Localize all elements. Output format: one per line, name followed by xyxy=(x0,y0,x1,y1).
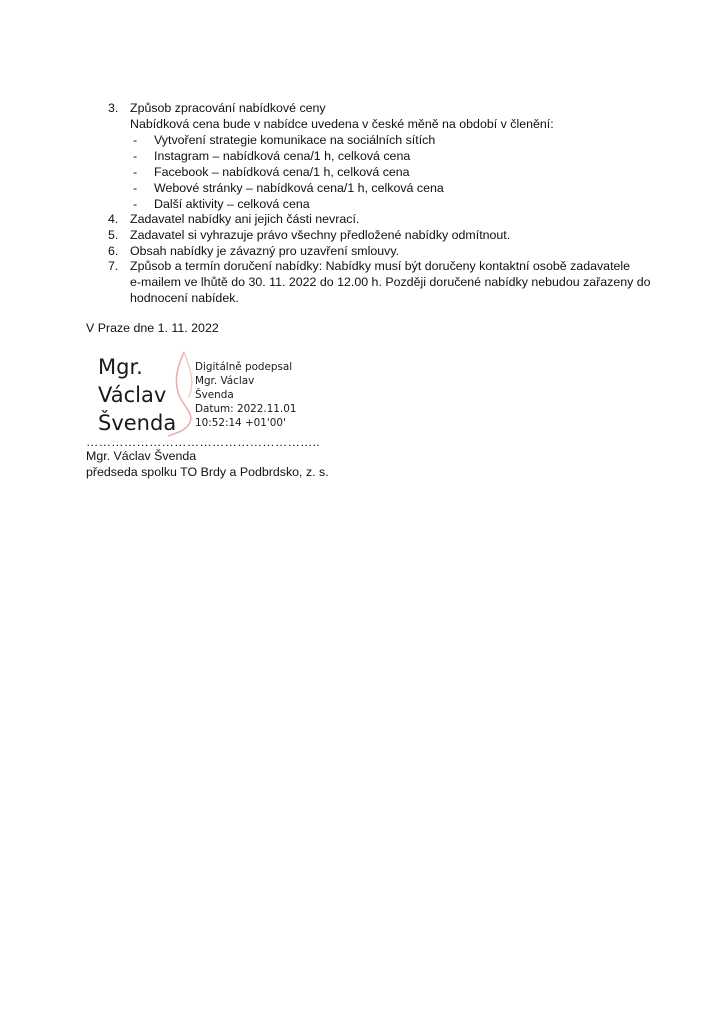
place-date: V Praze dne 1. 11. 2022 xyxy=(86,321,219,335)
section-heading: Způsob zpracování nabídkové ceny xyxy=(130,101,326,115)
bullet-item: Vytvoření strategie komunikace na sociálních sítích xyxy=(154,133,436,147)
signature-dotted-line: ……………………………………………….. xyxy=(86,435,320,449)
bullet-item: Webové stránky – nabídková cena/1 h, celková cena xyxy=(154,181,444,195)
signature-info-line: Mgr. Václav xyxy=(195,375,255,387)
bullet-marker: - xyxy=(133,165,138,179)
bullet-item: Facebook – nabídková cena/1 h, celková cena xyxy=(154,165,410,179)
bullet-marker: - xyxy=(133,149,138,163)
bullet-marker: - xyxy=(133,133,138,147)
list-number: 4. xyxy=(108,212,119,226)
list-number: 7. xyxy=(108,259,119,273)
list-number: 3. xyxy=(108,101,119,115)
signature-name-line: Švenda xyxy=(98,411,177,435)
bullet-item: Instagram – nabídková cena/1 h, celková cena xyxy=(154,149,411,163)
section-intro: Nabídková cena bude v nabídce uvedena v české měně na období v členění: xyxy=(130,117,554,131)
signer-name: Mgr. Václav Švenda xyxy=(86,449,197,463)
bullet-marker: - xyxy=(133,197,138,211)
signature-info-line: Digitálně podepsal xyxy=(195,361,293,373)
list-number: 6. xyxy=(108,244,119,258)
bullet-item: Další aktivity – celková cena xyxy=(154,197,310,211)
list-item-text: Zadavatel nabídky ani jejich části nevrací. xyxy=(130,212,360,226)
list-item-text: e-mailem ve lhůtě do 30. 11. 2022 do 12.00 h. Později doručené nabídky nebudou zařazeny do xyxy=(130,275,651,289)
list-item-text: Zadavatel si vyhrazuje právo všechny předložené nabídky odmítnout. xyxy=(130,228,511,242)
signature-info-line: Datum: 2022.11.01 xyxy=(195,403,297,415)
list-number: 5. xyxy=(108,228,119,242)
signature-info-line: Švenda xyxy=(195,389,234,401)
list-item-text: hodnocení nabídek. xyxy=(130,291,239,305)
signature-name-line: Václav xyxy=(98,383,167,407)
signature-info-line: 10:52:14 +01'00' xyxy=(195,417,286,429)
bullet-marker: - xyxy=(133,181,138,195)
signature-name-line: Mgr. xyxy=(98,355,143,379)
list-item-text: Obsah nabídky je závazný pro uzavření smlouvy. xyxy=(130,244,400,258)
signer-role: předseda spolku TO Brdy a Podbrdsko, z. s. xyxy=(86,465,329,479)
list-item-text: Způsob a termín doručení nabídky: Nabídky musí být doručeny kontaktní osobě zadavatele xyxy=(130,259,631,273)
